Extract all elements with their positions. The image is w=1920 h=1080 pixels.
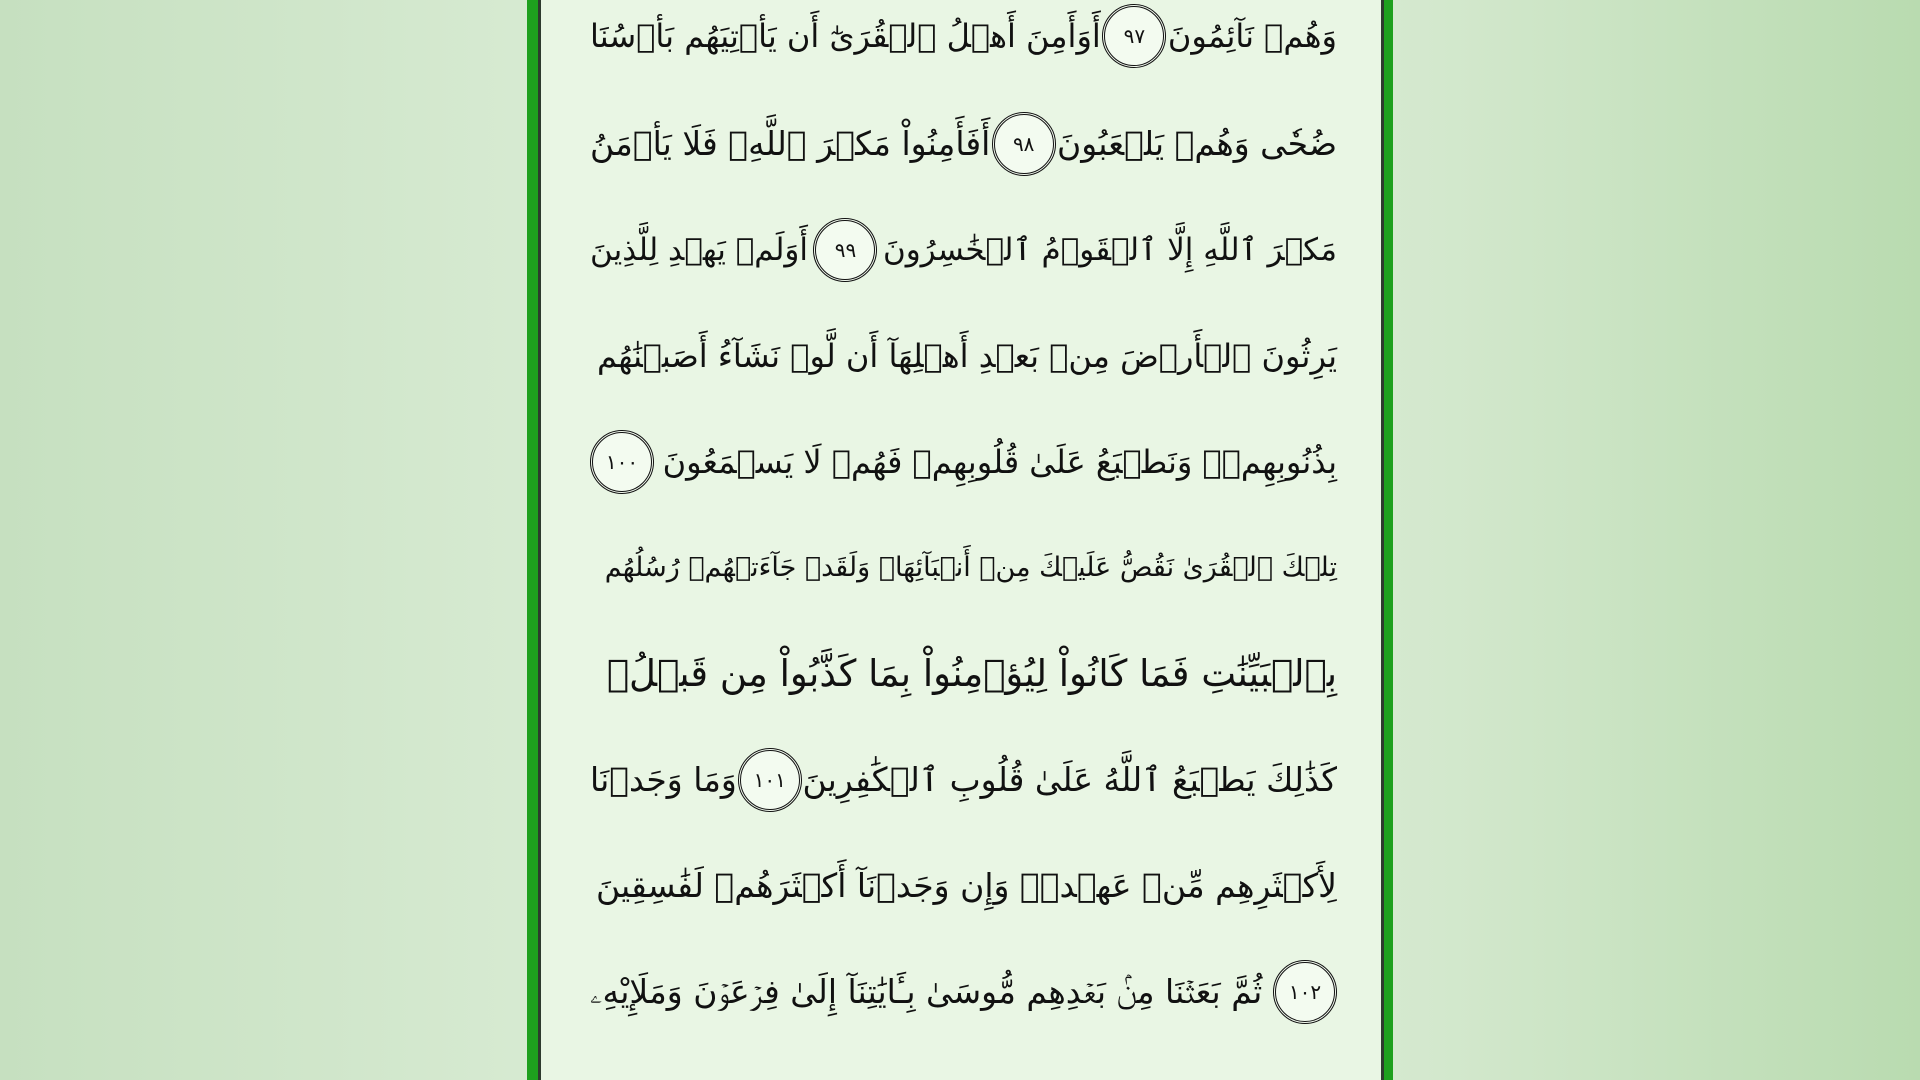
line-text: ثُمَّ بَعَثۡنَا مِنۢ بَعۡدِهِم مُّوسَىٰ بِـَٔايَٰتِنَآ إِلَىٰ فِرۡعَوۡنَ وَمَلَإِيْهِۦ xyxy=(590,972,1263,1011)
line-text: تِلۡكَ ٱلۡقُرَىٰ نَقُصُّ عَلَيۡكَ مِنۡ أَنۢبَآئِهَاۚ وَلَقَدۡ جَآءَتۡهُمۡ رُسُلُهُم xyxy=(604,552,1337,583)
line-text: أَوَأَمِنَ أَهۡلُ ٱلۡقُرَىٰٓ أَن يَأۡتِيَهُم بَأۡسُنَا xyxy=(590,17,1101,55)
line-text: لِأَكۡثَرِهِم مِّنۡ عَهۡدٖۖ وَإِن وَجَدۡنَآ أَكۡثَرَهُمۡ لَفَٰسِقِينَ xyxy=(595,866,1337,905)
verse-marker-101: ١٠١ xyxy=(738,748,802,812)
text-line-7 xyxy=(590,634,1337,714)
text-line-9 xyxy=(590,846,1337,926)
text-line-6 xyxy=(590,528,1337,608)
verse-marker-97: ٩٧ xyxy=(1102,4,1166,68)
verse-marker-99: ٩٩ xyxy=(813,218,877,282)
text-line-1 xyxy=(590,0,1337,76)
line-text: بِذُنُوبِهِمۡۚ وَنَطۡبَعُ عَلَىٰ قُلُوبِهِمۡ فَهُمۡ لَا يَسۡمَعُونَ xyxy=(662,443,1337,481)
line-text: كَذَٰلِكَ يَطۡبَعُ ٱللَّهُ عَلَىٰ قُلُوبِ ٱلۡكَٰفِرِينَ xyxy=(802,760,1337,799)
line-text: أَوَلَمۡ يَهۡدِ لِلَّذِينَ xyxy=(590,232,808,268)
mushaf-text xyxy=(590,0,1337,1080)
text-line-4 xyxy=(590,316,1337,396)
line-text: مَكۡرَ ٱللَّهِ إِلَّا ٱلۡقَوۡمُ ٱلۡخَٰسِرُونَ xyxy=(882,232,1337,268)
text-line-3 xyxy=(590,210,1337,290)
line-text: بِٱلۡبَيِّنَٰتِ فَمَا كَانُواْ لِيُؤۡمِنُواْ بِمَا كَذَّبُواْ مِن قَبۡلُۚ xyxy=(606,652,1337,695)
mushaf-page[interactable] xyxy=(541,0,1381,1080)
text-line-2 xyxy=(590,104,1337,184)
verse-marker-100: ١٠٠ xyxy=(590,430,654,494)
verse-marker-102: ١٠٢ xyxy=(1273,960,1337,1024)
line-text: وَمَا وَجَدۡنَا xyxy=(590,760,737,799)
verse-marker-98: ٩٨ xyxy=(992,112,1056,176)
line-text: أَفَأَمِنُواْ مَكۡرَ ٱللَّهِۚ فَلَا يَأۡمَنُ xyxy=(590,124,991,163)
line-text: ضُحٗى وَهُمۡ يَلۡعَبُونَ xyxy=(1057,124,1337,163)
line-text: وَهُمۡ نَآئِمُونَ xyxy=(1167,17,1337,55)
text-line-5 xyxy=(590,422,1337,502)
text-line-8 xyxy=(590,740,1337,820)
text-line-10 xyxy=(590,952,1337,1032)
line-text: يَرِثُونَ ٱلۡأَرۡضَ مِنۢ بَعۡدِ أَهۡلِهَآ أَن لَّوۡ نَشَآءُ أَصَبۡنَٰهُم xyxy=(597,337,1337,375)
